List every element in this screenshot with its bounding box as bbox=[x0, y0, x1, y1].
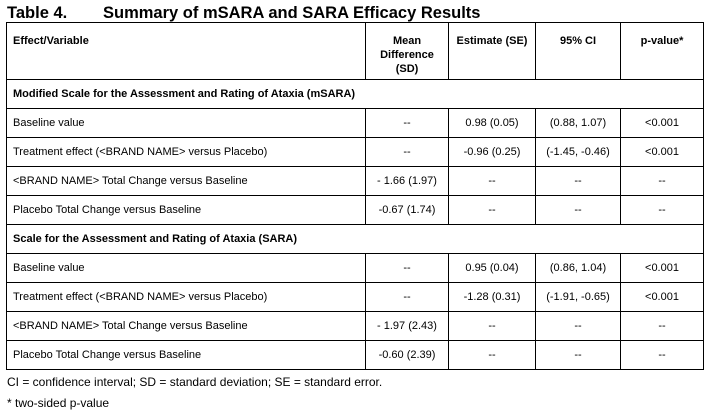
table-row bbox=[7, 138, 704, 167]
row-label: Treatment effect (<BRAND NAME> versus Placebo) bbox=[7, 283, 366, 312]
cell-mean-difference: - 1.97 (2.43) bbox=[366, 312, 449, 341]
cell-mean-difference: - 1.66 (1.97) bbox=[366, 167, 449, 196]
cell-p-value: -- bbox=[621, 167, 704, 196]
section-heading-msara: Modified Scale for the Assessment and Rating of Ataxia (mSARA) bbox=[7, 80, 704, 109]
column-header-p-value: p-value* bbox=[621, 23, 704, 80]
cell-estimate: -- bbox=[449, 196, 536, 225]
cell-mean-difference: -- bbox=[366, 109, 449, 138]
footnote-p-value: * two-sided p-value bbox=[7, 396, 110, 410]
table-title-text: Summary of mSARA and SARA Efficacy Results bbox=[103, 4, 481, 22]
table-row bbox=[7, 312, 704, 341]
table-row bbox=[7, 109, 704, 138]
footnote-abbreviations: CI = confidence interval; SD = standard deviation; SE = standard error. bbox=[7, 375, 383, 389]
cell-ci: -- bbox=[536, 196, 621, 225]
cell-mean-difference: -0.60 (2.39) bbox=[366, 341, 449, 370]
cell-p-value: -- bbox=[621, 312, 704, 341]
row-label: Placebo Total Change versus Baseline bbox=[7, 341, 366, 370]
cell-estimate: -0.96 (0.25) bbox=[449, 138, 536, 167]
cell-ci: -- bbox=[536, 341, 621, 370]
cell-mean-difference: -0.67 (1.74) bbox=[366, 196, 449, 225]
row-label: Placebo Total Change versus Baseline bbox=[7, 196, 366, 225]
table-row bbox=[7, 196, 704, 225]
cell-estimate: -- bbox=[449, 341, 536, 370]
cell-p-value: <0.001 bbox=[621, 283, 704, 312]
cell-p-value: <0.001 bbox=[621, 109, 704, 138]
column-header-ci: 95% CI bbox=[536, 23, 621, 80]
table-row bbox=[7, 283, 704, 312]
table-number: Table 4. bbox=[7, 4, 68, 22]
cell-mean-difference: -- bbox=[366, 254, 449, 283]
cell-ci: (-1.91, -0.65) bbox=[536, 283, 621, 312]
cell-ci: -- bbox=[536, 312, 621, 341]
table-title bbox=[7, 3, 480, 23]
header-row bbox=[7, 23, 704, 80]
table-row bbox=[7, 167, 704, 196]
cell-p-value: -- bbox=[621, 341, 704, 370]
column-header-effect-variable: Effect/Variable bbox=[7, 23, 366, 80]
cell-estimate: 0.98 (0.05) bbox=[449, 109, 536, 138]
row-label: <BRAND NAME> Total Change versus Baseline bbox=[7, 312, 366, 341]
row-label: Baseline value bbox=[7, 254, 366, 283]
column-header-estimate: Estimate (SE) bbox=[449, 23, 536, 80]
cell-mean-difference: -- bbox=[366, 283, 449, 312]
cell-estimate: -- bbox=[449, 312, 536, 341]
section-heading-sara: Scale for the Assessment and Rating of Ataxia (SARA) bbox=[7, 225, 704, 254]
section-heading-row bbox=[7, 225, 704, 254]
cell-ci: (0.88, 1.07) bbox=[536, 109, 621, 138]
cell-p-value: <0.001 bbox=[621, 138, 704, 167]
table-row bbox=[7, 341, 704, 370]
cell-estimate: -1.28 (0.31) bbox=[449, 283, 536, 312]
section-heading-row bbox=[7, 80, 704, 109]
row-label: Treatment effect (<BRAND NAME> versus Placebo) bbox=[7, 138, 366, 167]
cell-ci: (-1.45, -0.46) bbox=[536, 138, 621, 167]
efficacy-results-table bbox=[6, 22, 704, 370]
cell-ci: (0.86, 1.04) bbox=[536, 254, 621, 283]
row-label: Baseline value bbox=[7, 109, 366, 138]
table-row bbox=[7, 254, 704, 283]
cell-estimate: 0.95 (0.04) bbox=[449, 254, 536, 283]
cell-mean-difference: -- bbox=[366, 138, 449, 167]
row-label: <BRAND NAME> Total Change versus Baseline bbox=[7, 167, 366, 196]
cell-p-value: <0.001 bbox=[621, 254, 704, 283]
cell-ci: -- bbox=[536, 167, 621, 196]
cell-p-value: -- bbox=[621, 196, 704, 225]
table-body bbox=[7, 80, 704, 370]
cell-estimate: -- bbox=[449, 167, 536, 196]
column-header-mean-difference: Mean Difference (SD) bbox=[366, 23, 449, 80]
